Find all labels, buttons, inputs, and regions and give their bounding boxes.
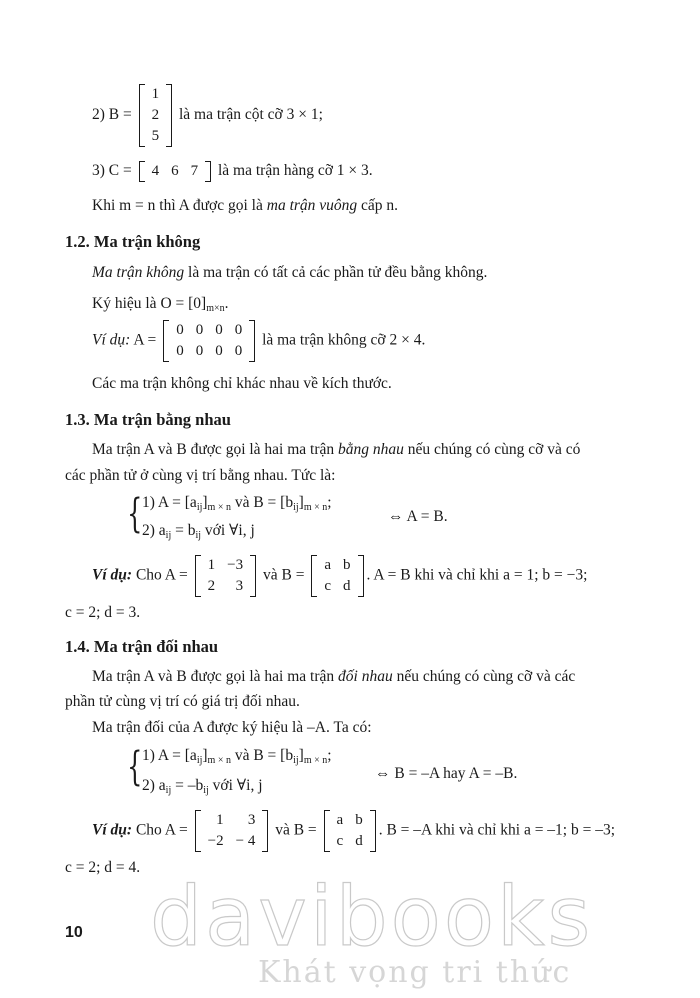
p1-pre: Ma trận A và B được gọi là hai ma trận [92,668,335,685]
cond-part: ; [327,494,332,511]
example-va: và B = [262,566,305,584]
example-va: và B = [275,821,317,839]
example-label: Ví dụ: [92,331,131,349]
cond-sub: ij [165,530,172,541]
notation-post: . [224,295,229,312]
item-2-label: 2) B = [92,106,132,124]
matrix-cell: b [343,557,351,573]
item-3-text: là ma trận hàng cỡ 1 × 3. [218,162,373,180]
cond-sub: ij [203,785,209,796]
matrix-cell: d [355,833,363,849]
matrix-cell: 0 [176,343,184,359]
p1-pre: Ma trận A và B được gọi là hai ma trận [92,441,335,458]
cond-part: 1) A = [a [142,747,197,764]
opposite-matrix-para-2: phần tử cùng vị trí có giá trị đối nhau. [65,693,300,710]
cond-part: với ∀i, j [208,777,263,794]
opposite-result: ⇔ B = –A hay A = –B. [375,765,518,782]
square-pre: Khi m = n thì A được gọi là [92,197,263,214]
matrix-zero-2x4 [163,320,255,362]
cond-part: 2) a [142,777,166,794]
example-cho: Cho A = [135,566,188,584]
matrix-cell: 1 [216,812,224,828]
opposite-condition-1 [142,747,332,766]
cond-part: với ∀i, j [201,522,255,539]
matrix-cell: 0 [195,343,204,359]
cond-sub: m × n [303,502,328,513]
cond-sub: ij [195,530,202,541]
cond-sub: ij [196,502,203,513]
matrix-cell: 2 [207,578,216,594]
cond-part: 2) a [142,522,166,539]
equal-condition-1 [142,494,332,513]
matrix-cell: a [324,557,331,573]
matrix-cell: 0 [176,322,184,338]
watermark-brand: davibooks [150,870,594,965]
matrix-cell: 0 [195,322,204,338]
cond-part: = b [171,522,196,539]
matrix-b-example [311,555,363,597]
section-1-2-heading: 1.2. Ma trận không [65,232,201,251]
cond-part: ] [298,494,304,511]
item-2-text: là ma trận cột cỡ 3 × 1; [179,106,323,124]
matrix-cell: a [336,812,344,828]
matrix-cell: − 4 [235,833,256,849]
zero-matrix-term: Ma trận không [92,264,185,281]
matrix-cell: −2 [207,833,224,849]
example-label: Ví dụ: [92,821,133,839]
equal-example-cont: c = 2; d = 3. [65,604,141,621]
opposite-term: đối nhau [338,668,393,685]
square-matrix-line [92,197,398,215]
matrix-cell: 0 [215,322,223,338]
cond-part: và B = [b [230,494,294,511]
item-3-line [92,161,373,182]
matrix-cell: 0 [234,322,243,338]
matrix-cell: 0 [234,343,243,359]
cond-part: ] [202,747,208,764]
opposite-condition-2 [142,776,263,796]
zero-matrix-definition [92,264,487,282]
watermark-slogan: Khát vọng tri thức [258,955,572,990]
equal-matrix-para-1 [92,441,580,459]
notation-pre: Ký hiệu là O = [0] [92,295,207,312]
cond-sub: ij [165,785,172,796]
opposite-matrix-para-3: Ma trận đối của A được ký hiệu là –A. Ta có: [92,719,372,736]
example-cho: Cho A = [135,821,188,839]
cond-sub: m × n [303,755,328,766]
opposite-example [92,810,615,852]
p1-post: nếu chúng có cùng cỡ và các [396,668,576,685]
cond-part: = –b [171,777,204,794]
matrix-a-example [195,555,256,597]
equal-condition-2 [142,521,255,541]
cond-part: ; [327,747,332,764]
page-number: 10 [65,924,83,941]
matrix-cell: b [355,812,363,828]
cond-part: 1) A = [a [142,494,197,511]
matrix-cell: 1 [151,86,160,102]
example-post: . A = B khi và chỉ khi a = 1; b = −3; [366,566,588,584]
zero-matrix-def-rest: là ma trận có tất cả các phần tử đều bằng không. [188,264,488,281]
matrix-cell: −3 [227,557,244,573]
square-term: ma trận vuông [266,197,358,214]
example-post: là ma trận không cỡ 2 × 4. [262,331,426,349]
cond-sub: ij [293,502,299,513]
equal-example [92,555,587,597]
item-2-line [92,84,323,147]
zero-matrix-example [92,320,425,362]
matrix-cell: 2 [151,107,160,123]
matrix-cell: 7 [190,163,199,179]
p1-post: nếu chúng có cùng cỡ và có [407,441,581,458]
matrix-cell: 3 [235,578,244,594]
matrix-a-example [195,810,269,852]
cond-sub: ij [196,755,203,766]
matrix-cell: c [336,833,344,849]
equal-matrix-para-2: các phần tử ở cùng vị trí bằng nhau. Tức là: [65,467,336,484]
item-3-label: 3) C = [92,162,132,180]
matrix-b-example [324,810,376,852]
section-1-3-heading: 1.3. Ma trận bằng nhau [65,410,231,429]
left-brace-icon: { [127,744,143,790]
matrix-cell: 0 [215,343,223,359]
section-1-4-heading: 1.4. Ma trận đối nhau [65,637,219,656]
cond-sub: m × n [207,755,231,766]
cond-part: ] [202,494,208,511]
matrix-cell: 6 [171,163,179,179]
notation-sub: m×n [206,303,225,314]
example-label: Ví dụ: [92,566,133,584]
opposite-example-cont: c = 2; d = 4. [65,859,141,876]
matrix-b-column [139,84,173,147]
example-pre: A = [133,331,157,349]
matrix-cell: 3 [247,812,256,828]
opposite-matrix-para-1 [92,668,575,686]
square-post: cấp n. [361,197,399,214]
example-post: . B = –A khi và chỉ khi a = –1; b = –3; [378,821,616,839]
matrix-cell: d [343,578,351,594]
equal-term: bằng nhau [338,441,404,458]
matrix-cell: 1 [207,557,216,573]
left-brace-icon: { [127,491,143,537]
cond-sub: m × n [207,502,231,513]
cond-part: và B = [b [230,747,294,764]
matrix-cell: 4 [151,163,160,179]
cond-part: ] [298,747,304,764]
cond-sub: ij [293,755,299,766]
matrix-cell: c [324,578,331,594]
zero-matrix-note: Các ma trận không chỉ khác nhau về kích thước. [92,375,392,392]
equal-result: ⇔ A = B. [388,508,448,525]
zero-matrix-notation [92,295,229,314]
matrix-cell: 5 [151,128,160,144]
matrix-c-row [139,161,212,182]
